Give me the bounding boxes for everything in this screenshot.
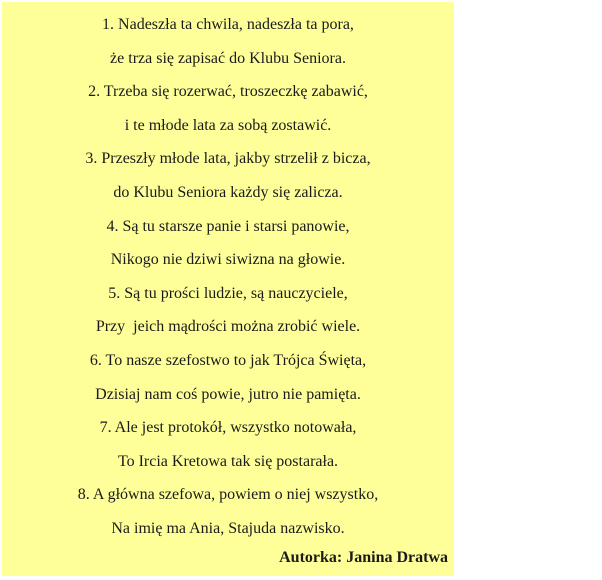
poem-line: Na imię ma Ania, Stajuda nazwisko. — [111, 519, 345, 537]
poem-line: że trza się zapisać do Klubu Seniora. — [110, 49, 346, 67]
poem-line: 5. Są tu prości ludzie, są nauczyciele, — [108, 284, 348, 302]
poem-line: 3. Przeszły młode lata, jakby strzelił z bicza, — [85, 150, 371, 168]
poem-line: 2. Trzeba się rozerwać, troszeczkę zabawić, — [88, 83, 368, 101]
poem-line: 7. Ale jest protokół, wszystko notowała, — [99, 419, 357, 437]
poem-panel — [2, 2, 454, 576]
poem-line: i te młode lata za sobą zostawić. — [124, 116, 332, 134]
poem-line: Dzisiaj nam coś powie, jutro nie pamięta. — [95, 385, 361, 403]
poem-line: Przy jeich mądrości można zrobić wiele. — [95, 318, 361, 336]
poem-line: 1. Nadeszła ta chwila, nadeszła ta pora, — [102, 16, 354, 33]
poem-line: 6. To nasze szefostwo to jak Trójca Święta, — [89, 351, 367, 369]
poem-line: To Ircia Kretowa tak się postarała. — [117, 452, 339, 470]
author-signature: Autorka: Janina Dratwa — [279, 549, 448, 566]
poem-text — [2, 14, 454, 552]
poem-line: 4. Są tu starsze panie i starsi panowie, — [106, 217, 350, 235]
poem-line: 8. A główna szefowa, powiem o niej wszystko, — [77, 486, 379, 504]
poem-line: Nikogo nie dziwi siwizna na głowie. — [110, 251, 346, 269]
poem-line: do Klubu Seniora każdy się zalicza. — [113, 183, 343, 201]
